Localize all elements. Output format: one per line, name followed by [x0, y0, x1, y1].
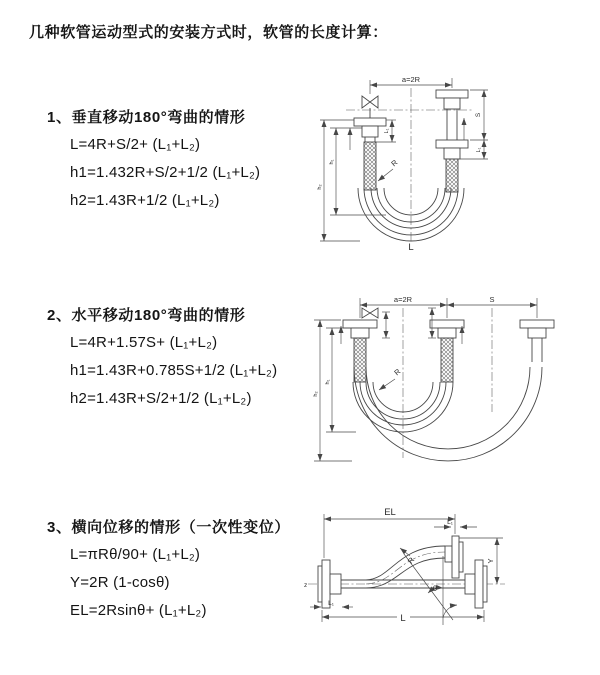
middle-pipe-assembly [430, 320, 464, 382]
dim-label-y: Y [486, 558, 495, 564]
radius-callout [400, 548, 417, 565]
section-1-heading: 1、垂直移动180°弯曲的情形 [47, 109, 246, 126]
braid-section [364, 142, 376, 190]
left-pipe-assembly [343, 320, 377, 382]
dim-label-h1: h₁ [329, 159, 335, 165]
section-2-formula-h1: h1=1.43R+0.785S+1/2 (L₁+L₂) [70, 362, 278, 379]
upper-flange-displaced [445, 536, 463, 578]
braid-section [446, 159, 458, 192]
section-1-formula-h2: h2=1.43R+1/2 (L₁+L₂) [70, 192, 220, 209]
dim-label-r: R [389, 157, 400, 169]
dim-label-l1: L₁ [384, 128, 390, 134]
dim-label-r: R [392, 366, 403, 378]
dim-span-a2r [360, 295, 537, 318]
moved-pipe-assembly [520, 320, 554, 362]
angle-label-theta: θ [432, 584, 438, 593]
section-3-formula-y: Y=2R (1-cosθ) [70, 574, 170, 591]
dim-h1-inner [325, 328, 356, 432]
left-pipe-assembly [354, 118, 386, 190]
dim-label-s: S [489, 295, 495, 304]
dim-label-l: L [400, 613, 406, 624]
dim-h2-outer [317, 120, 360, 241]
dim-label-h2: h₂ [313, 391, 319, 397]
section-2-heading: 2、水平移动180°弯曲的情形 [47, 307, 246, 324]
section-2-formula-h2: h2=1.43R+S/2+1/2 (L₁+L₂) [70, 390, 252, 407]
right-pipe-assembly [436, 90, 468, 192]
dim-label-l1-right: L₁ [476, 147, 482, 153]
braid-section [441, 338, 453, 382]
section-3-heading: 3、横向位移的情形（一次性变位） [47, 519, 290, 536]
break-mark: z [304, 582, 308, 589]
dim-label-r: R [405, 555, 417, 566]
dim-label-h2: h₂ [317, 184, 323, 190]
valve-icon [362, 308, 378, 318]
dim-label-s: S [475, 112, 482, 118]
dim-el [324, 507, 455, 558]
dim-label-h1: h₁ [325, 379, 331, 385]
right-flange-original [465, 560, 487, 608]
dim-label-l1-top: L₁ [447, 519, 453, 526]
diagram-lateral-displacement [300, 498, 596, 654]
dim-label-l1-bottom: L₁ [328, 600, 334, 607]
section-1-formula-h1: h1=1.432R+S/2+1/2 (L₁+L₂) [70, 164, 261, 181]
section-3-formula-l: L=πRθ/90+ (L₁+L₂) [70, 546, 201, 563]
dim-l-bottom [322, 610, 484, 624]
dim-label-a2r: a=2R [401, 75, 421, 84]
dim-l1-bottom [310, 600, 353, 607]
page-title: 几种软管运动型式的安装方式时，软管的长度计算： [29, 24, 388, 41]
dim-label-a2r: a=2R [393, 295, 413, 304]
radius-callout [379, 367, 403, 390]
section-1-formula-l: L=4R+S/2+ (L₁+L₂) [70, 136, 201, 153]
small-dims [382, 308, 436, 338]
diagram-horizontal-180-bend [312, 282, 596, 464]
section-3-formula-el: EL=2Rsinθ+ (L₁+L₂) [70, 602, 207, 619]
diagram-vertical-180-bend [316, 62, 588, 254]
dim-label-l-bottom: L [408, 242, 414, 253]
dim-h2-outer [313, 320, 352, 461]
dim-h1-inner [329, 128, 386, 215]
braid-section [354, 338, 366, 382]
valve-icon [362, 96, 378, 118]
dim-label-el: EL [384, 507, 396, 518]
section-2-formula-l: L=4R+1.57S+ (L₁+L₂) [70, 334, 218, 351]
dim-l1-top [434, 519, 477, 527]
radius-callout [378, 158, 400, 181]
